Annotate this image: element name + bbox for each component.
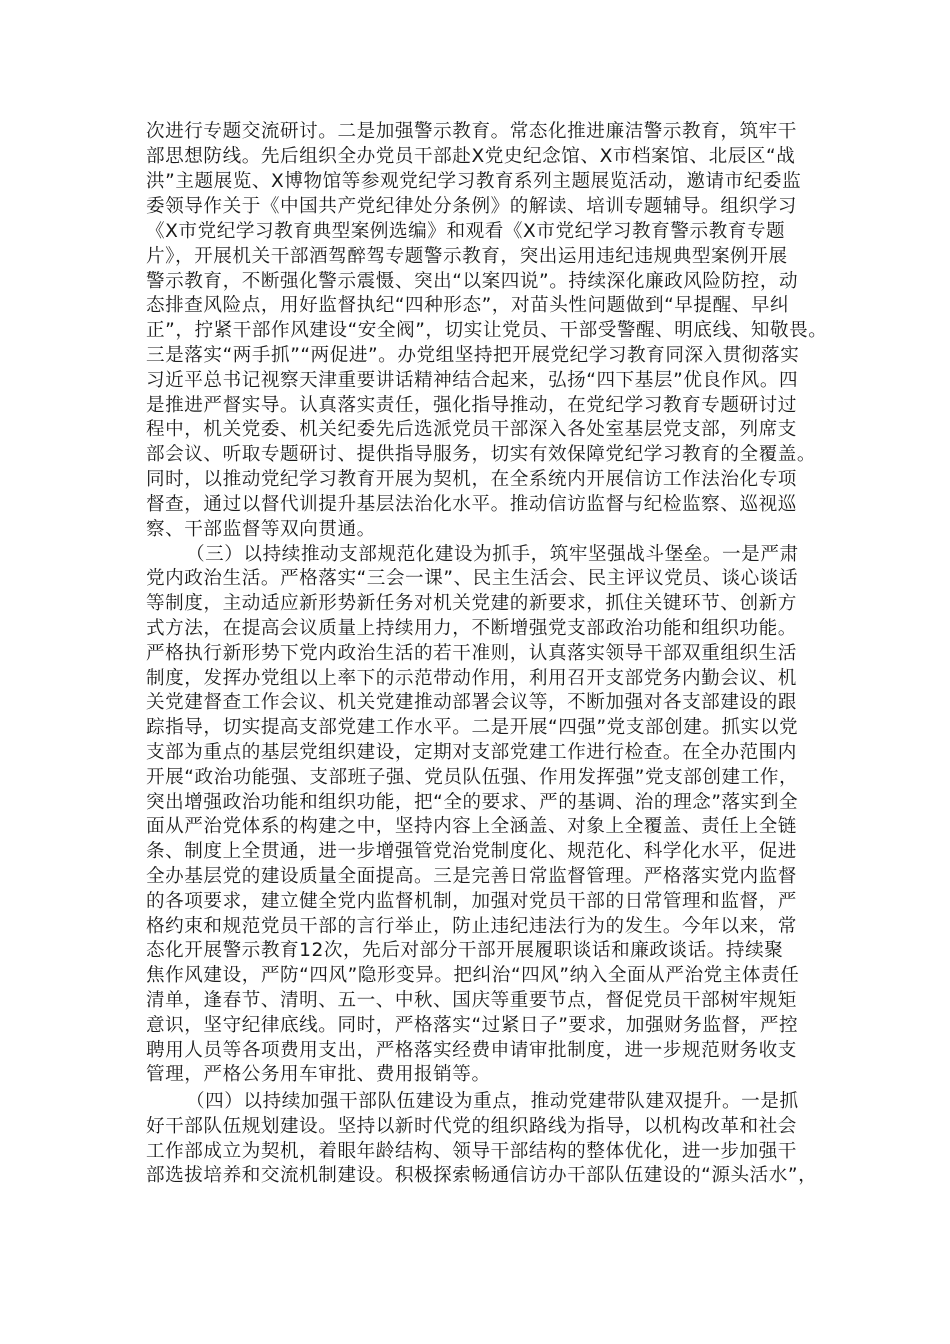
text-line: 清单，逢春节、清明、五一、中秋、国庆等重要节点，督促党员干部树牢规矩 <box>146 990 797 1011</box>
text-line: 支部为重点的基层党组织建设，定期对支部党建工作进行检查。在全办范围内 <box>146 742 797 763</box>
text-line: 踪指导，切实提高支部党建工作水平。二是开展“四强”党支部创建。抓实以党 <box>146 717 799 738</box>
text-line: 格约束和规范党员干部的言行举止，防止违纪违法行为的发生。今年以来，常 <box>146 916 797 937</box>
text-line: 《X市党纪学习教育典型案例选编》和观看《X市党纪学习教育警示教育专题 <box>146 221 786 242</box>
text-line: 好干部队伍规划建设。坚持以新时代党的组织路线为指导，以机构改革和社会 <box>146 1116 797 1137</box>
text-line: 察、干部监督等双向贯通。 <box>146 519 376 540</box>
text-line: 党内政治生活。严格落实“三会一课”、民主生活会、民主评议党员、谈心谈话 <box>146 568 799 589</box>
text-line: 态排查风险点，用好监督执纪“四种形态”，对苗头性问题做到“早提醒、早纠 <box>146 295 790 316</box>
text-line: 面从严治党体系的构建之中，坚持内容上全涵盖、对象上全覆盖、责任上全链 <box>146 816 797 837</box>
text-line: 三是落实“两手抓”“两促进”。办党组坚持把开展党纪学习教育同深入贯彻落实 <box>146 345 800 366</box>
text-line: 突出增强政治功能和组织功能，把“全的要求、严的基调、治的理念”落实到全 <box>146 792 799 813</box>
text-line: 督查，通过以督代训提升基层法治化水平。推动信访监督与纪检监察、巡视巡 <box>146 494 797 515</box>
text-line: 等制度，主动适应新形势新任务对机关党建的新要求，抓住关键环节、创新方 <box>146 593 797 614</box>
text-line: 式方法，在提高会议质量上持续用力，不断增强党支部政治功能和组织功能。 <box>146 618 797 639</box>
text-line: 部会议、听取专题研讨、提供指导服务，切实有效保障党纪学习教育的全覆盖。 <box>146 444 817 465</box>
text-line: 是推进严督实导。认真落实责任，强化指导推动，在党纪学习教育专题研讨过 <box>146 395 797 416</box>
text-line: 意识，坚守纪律底线。同时，严格落实“过紧日子”要求，加强财务监督，严控 <box>146 1015 799 1036</box>
text-line: 全办基层党的建设质量全面提高。三是完善日常监督管理。严格落实党内监督 <box>146 866 797 887</box>
text-line: 部选拔培养和交流机制建设。积极探索畅通信访办干部队伍建设的“源头活水”， <box>146 1165 818 1186</box>
text-line: 工作部成立为契机，着眼年龄结构、领导干部结构的整体优化，进一步加强干 <box>146 1141 797 1162</box>
text-line: 程中，机关党委、机关纪委先后选派党员干部深入各处室基层党支部，列席支 <box>146 419 797 440</box>
text-line: 制度，发挥办党组以上率下的示范带动作用，利用召开支部党务内勤会议、机 <box>146 668 797 689</box>
text-line: 焦作风建设，严防“四风”隐形变异。把纠治“四风”纳入全面从严治党主体责任 <box>146 965 800 986</box>
section-heading-3: （三）以持续推动支部规范化建设为抓手，筑牢坚强战斗堡垒。一是严肃 <box>186 544 799 565</box>
text-line: 严格执行新形势下党内政治生活的若干准则，认真落实领导干部双重组织生活 <box>146 643 797 664</box>
text-line: 条、制度上全贯通，进一步增强管党治党制度化、规范化、科学化水平，促进 <box>146 841 797 862</box>
text-line: 次进行专题交流研讨。二是加强警示教育。常态化推进廉洁警示教育，筑牢干 <box>146 121 797 142</box>
text-line: 态化开展警示教育12次，先后对部分干部开展履职谈话和廉政谈话。持续聚 <box>146 940 784 961</box>
text-line: 习近平总书记视察天津重要讲话精神结合起来，弘扬“四下基层”优良作风。四 <box>146 370 799 391</box>
text-line: 聘用人员等各项费用支出，严格落实经费申请审批制度，进一步规范财务收支 <box>146 1040 797 1061</box>
text-line: 洪”主题展览、X博物馆等参观党纪学习教育系列主题展览活动，邀请市纪委监 <box>146 171 802 192</box>
text-line: 片》，开展机关干部酒驾醉驾专题警示教育，突出运用违纪违规典型案例开展 <box>146 246 788 267</box>
text-line: 同时，以推动党纪学习教育开展为契机，在全系统内开展信访工作法治化专项 <box>146 469 797 490</box>
text-line: 委领导作关于《中国共产党纪律处分条例》的解读、培训专题辅导。组织学习 <box>146 196 797 217</box>
text-line: 部思想防线。先后组织全办党员干部赴X党史纪念馆、X市档案馆、北辰区“战 <box>146 146 796 167</box>
section-heading-4: （四）以持续加强干部队伍建设为重点，推动党建带队建双提升。一是抓 <box>186 1091 799 1112</box>
text-line: 的各项要求，建立健全党内监督机制，加强对党员干部的日常管理和监督，严 <box>146 891 797 912</box>
text-line: 关党建督查工作会议、机关党建推动部署会议等，不断加强对各支部建设的跟 <box>146 692 797 713</box>
text-line: 警示教育，不断强化警示震慑、突出“以案四说”。持续深化廉政风险防控，动 <box>146 271 799 292</box>
text-line: 正”，拧紧干部作风建设“安全阀”，切实让党员、干部受警醒、明底线、知敬畏。 <box>146 320 828 341</box>
text-line: 开展“政治功能强、支部班子强、党员队伍强、作用发挥强”党支部创建工作， <box>146 767 799 788</box>
text-line: 管理，严格公务用车审批、费用报销等。 <box>146 1064 491 1085</box>
